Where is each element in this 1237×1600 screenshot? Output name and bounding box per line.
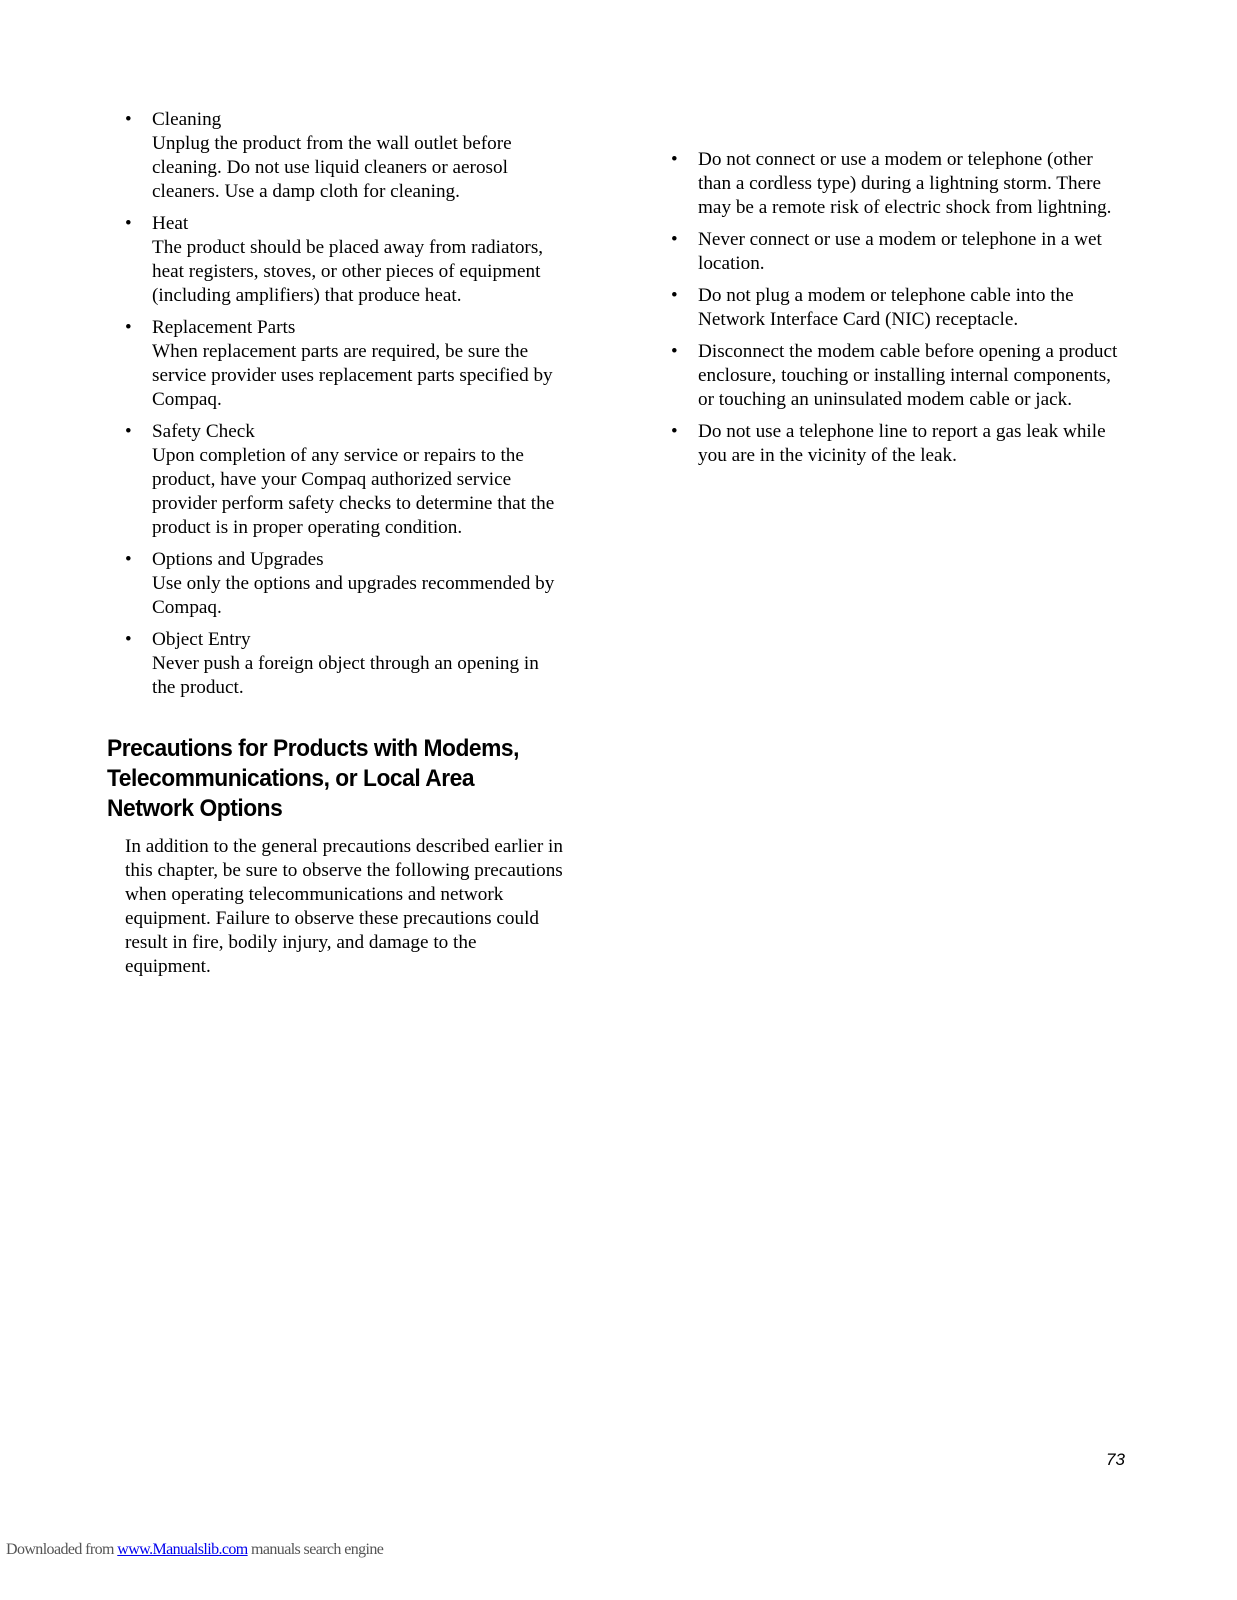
item-body: Do not use a telephone line to report a gas leak while you are in the vicinity of the leak. [698, 421, 1106, 466]
page-number: 73 [1106, 1450, 1125, 1469]
list-item [123, 316, 563, 412]
list-item [123, 108, 563, 204]
item-title: Options and Upgrades [152, 549, 324, 570]
footer-prefix: Downloaded from [6, 1541, 118, 1558]
bullet-icon: • [671, 341, 678, 362]
item-body: Upon completion of any service or repairs to the product, have your Compaq authorized service provider perform safety checks to determine that the product is in proper operating condition. [152, 445, 555, 538]
list-item [669, 284, 1119, 332]
item-body: Do not connect or use a modem or telephone (other than a cordless type) during a lightning storm. There may be a remote risk of electric shock from lightning. [698, 149, 1112, 218]
item-title: Cleaning [152, 109, 222, 130]
footer-suffix: manuals search engine [247, 1541, 384, 1558]
list-item [669, 420, 1119, 468]
item-body: When replacement parts are required, be sure the service provider uses replacement parts specified by Compaq. [152, 341, 553, 410]
item-body: Disconnect the modem cable before opening a product enclosure, touching or installing internal components, or touching an uninsulated modem cable or jack. [698, 341, 1118, 410]
left-column [123, 108, 563, 708]
bullet-icon: • [125, 109, 132, 130]
section-paragraph: In addition to the general precautions described earlier in this chapter, be sure to observe the following precautions when operating telecommunications and network equipment. Failure to observe these precautions could result in fire, bodily injury, and damage to the equipment. [125, 836, 563, 977]
item-title: Heat [152, 213, 189, 234]
list-item [123, 212, 563, 308]
bullet-icon: • [125, 629, 132, 650]
bullet-icon: • [125, 213, 132, 234]
right-column [669, 148, 1119, 476]
item-body: The product should be placed away from radiators, heat registers, stoves, or other pieces of equipment (including amplifiers) that produce heat. [152, 237, 544, 306]
item-body: Never connect or use a modem or telephone in a wet location. [698, 229, 1102, 274]
bullet-icon: • [671, 149, 678, 170]
item-title: Replacement Parts [152, 317, 296, 338]
bullet-icon: • [125, 549, 132, 570]
list-item [123, 420, 563, 540]
bullet-icon: • [125, 421, 132, 442]
bullet-icon: • [125, 317, 132, 338]
manualslib-link[interactable]: www.Manualslib.com [117, 1541, 248, 1558]
modem-precautions-list [669, 148, 1119, 468]
section-heading: Precautions for Products with Modems, Telecommunications, or Local Area Network Options [107, 735, 519, 822]
list-item [669, 228, 1119, 276]
item-title: Object Entry [152, 629, 251, 650]
bullet-icon: • [671, 421, 678, 442]
item-body: Unplug the product from the wall outlet before cleaning. Do not use liquid cleaners or aerosol cleaners. Use a damp cloth for cleaning. [152, 133, 512, 202]
list-item [669, 148, 1119, 220]
bullet-icon: • [671, 285, 678, 306]
safety-list [123, 108, 563, 700]
item-body: Never push a foreign object through an opening in the product. [152, 653, 539, 698]
list-item [669, 340, 1119, 412]
item-body: Do not plug a modem or telephone cable into the Network Interface Card (NIC) receptacle. [698, 285, 1074, 330]
item-body: Use only the options and upgrades recommended by Compaq. [152, 573, 555, 618]
list-item [123, 628, 563, 700]
download-footer [6, 1541, 383, 1559]
list-item [123, 548, 563, 620]
bullet-icon: • [671, 229, 678, 250]
item-title: Safety Check [152, 421, 255, 442]
